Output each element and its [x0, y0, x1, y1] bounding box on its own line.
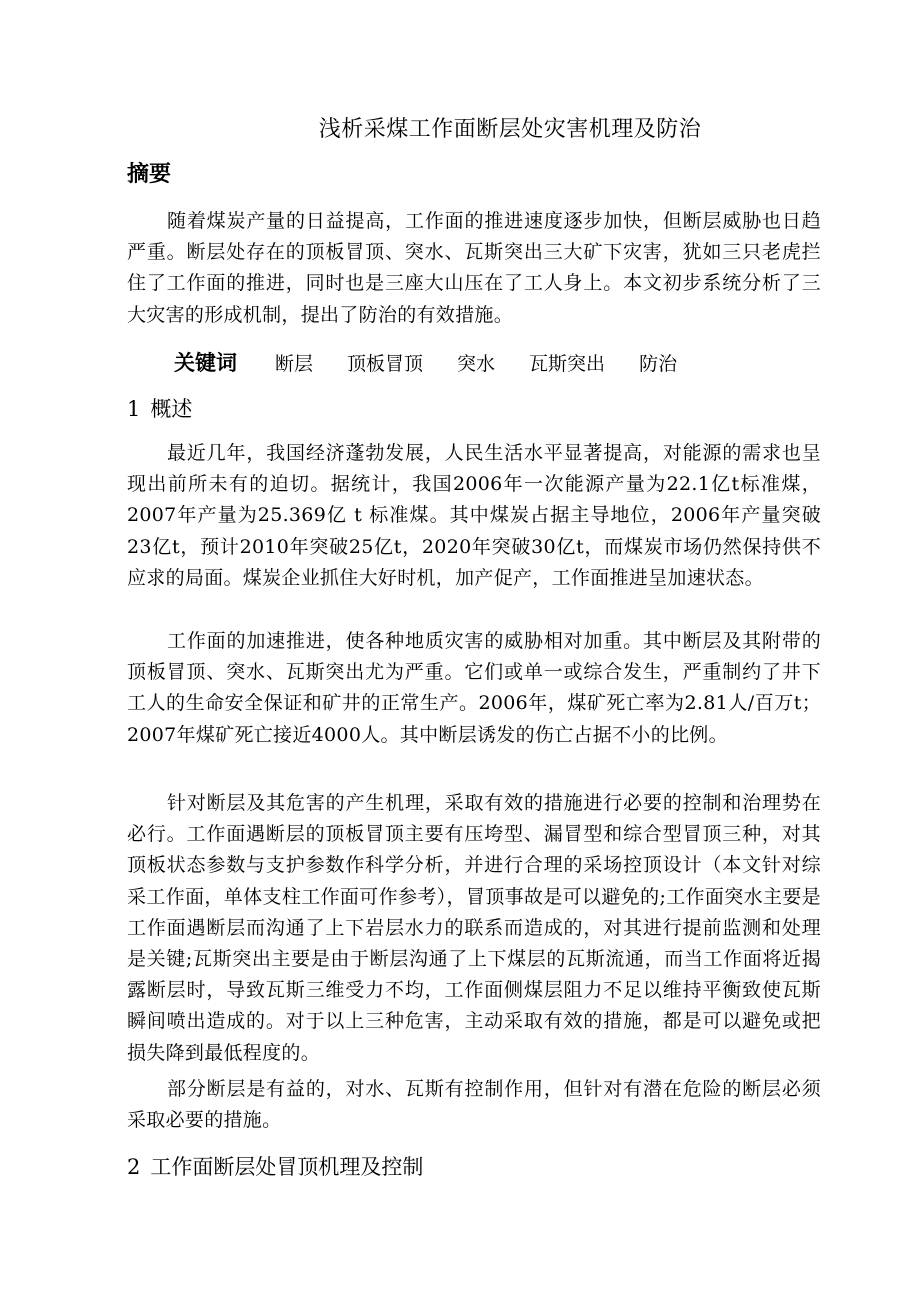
body-paragraph: 工作面的加速推进，使各种地质灾害的威胁相对加重。其中断层及其附带的顶板冒顶、突水、瓦斯突出尤为严重。它们或单一或综合发生，严重制约了井下工人的生命安全保证和矿井的正常生产。2006年，煤矿死亡率为2.81人/百万t；2007年煤矿死亡接近4000人。其中断层诱发的伤亡占据不小的比例。: [127, 630, 821, 746]
keyword-item: 顶板冒顶: [347, 353, 424, 375]
section-heading: [127, 1150, 423, 1184]
keyword-item: 突水: [457, 353, 496, 375]
keywords-line: [174, 346, 711, 381]
keyword-item: 防治: [639, 353, 678, 375]
body-paragraph: 部分断层是有益的，对水、瓦斯有控制作用，但针对有潜在危险的断层必须采取必要的措施。: [127, 1078, 821, 1132]
abstract-heading: 摘要: [127, 162, 172, 187]
keyword-item: 断层: [275, 353, 314, 375]
abstract-paragraph: 随着煤炭产量的日益提高，工作面的推进速度逐步加快，但断层威胁也日趋严重。断层处存在的顶板冒顶、突水、瓦斯突出三大矿下灾害，犹如三只老虎拦住了工作面的推进，同时也是三座大山压在了工人身上。本文初步系统分析了三大灾害的形成机制，提出了防治的有效措施。: [127, 210, 821, 326]
section-heading: [127, 392, 192, 426]
section-title: 概述: [150, 397, 193, 421]
keywords-label: 关键词: [174, 351, 237, 375]
body-paragraph: 最近几年，我国经济蓬勃发展，人民生活水平显著提高，对能源的需求也呈现出前所未有的迫切。据统计，我国2006年一次能源产量为22.1亿t标准煤，2007年产量为25.369亿 t 标准煤。其中煤炭占据主导地位，2006年产量突破23亿t，预计2010年突破25亿t，2020年突破30亿t，而煤炭市场仍然保持供不应求的局面。煤炭企业抓住大好时机，加产促产，工作面推进呈加速状态。: [127, 442, 821, 589]
section-number: 2: [127, 1155, 141, 1179]
body-paragraph: 针对断层及其危害的产生机理，采取有效的措施进行必要的控制和治理势在必行。工作面遇断层的顶板冒顶主要有压垮型、漏冒型和综合型冒顶三种，对其顶板状态参数与支护参数作科学分析，并进行合理的采场控顶设计（本文针对综采工作面，单体支柱工作面可作参考），冒顶事故是可以避免的;工作面突水主要是工作面遇断层而沟通了上下岩层水力的联系而造成的，对其进行提前监测和处理是关键;瓦斯突出主要是由于断层沟通了上下煤层的瓦斯流通，而当工作面将近揭露断层时，导致瓦斯三维受力不均，工作面侧煤层阻力不足以维持平衡致使瓦斯瞬间喷出造成的。对于以上三种危害，主动采取有效的措施，都是可以避免或把损失降到最低程度的。: [127, 792, 821, 1064]
keyword-item: 瓦斯突出: [529, 353, 606, 375]
document-title: 浅析采煤工作面断层处灾害机理及防治: [318, 117, 702, 142]
section-title: 工作面断层处冒顶机理及控制: [150, 1155, 424, 1179]
section-number: 1: [127, 397, 141, 421]
